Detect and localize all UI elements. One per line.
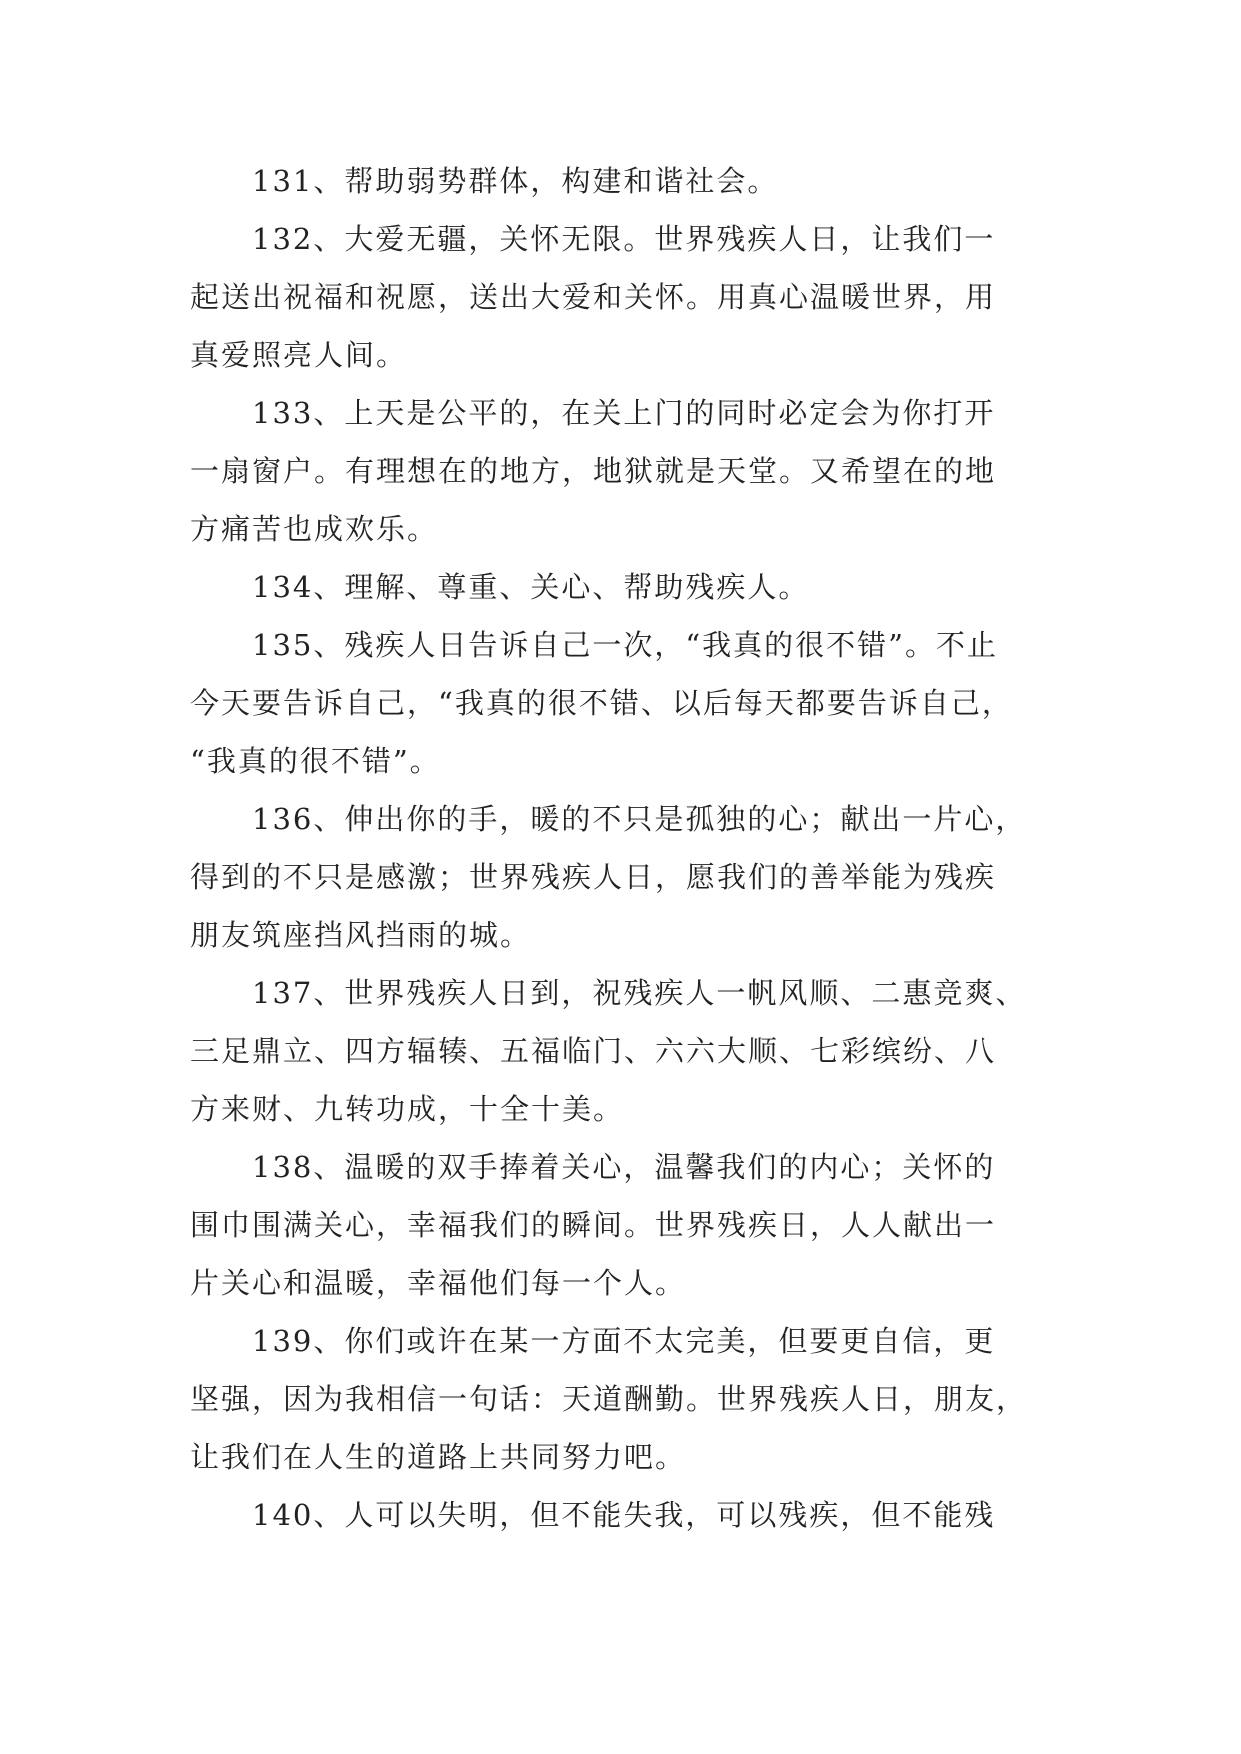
paragraph-line: 方痛苦也成欢乐。 <box>190 512 439 546</box>
paragraph-line: 一扇窗户。有理想在的地方，地狱就是天堂。又希望在的地 <box>190 454 997 488</box>
paragraph-line: “我真的很不错”。 <box>190 744 441 778</box>
paragraph-line: 朋友筑座挡风挡雨的城。 <box>190 918 532 952</box>
paragraph-line: 三足鼎立、四方辐辏、五福临门、六六大顺、七彩缤纷、八 <box>190 1034 997 1068</box>
paragraph-first-line: 131、帮助弱势群体，构建和谐社会。 <box>252 164 779 198</box>
paragraph <box>190 790 1080 964</box>
paragraph-first-line: 135、残疾人日告诉自己一次，“我真的很不错”。不止 <box>252 628 999 662</box>
paragraph <box>190 152 1080 210</box>
paragraph <box>190 616 1080 790</box>
paragraph <box>190 964 1080 1138</box>
paragraph-first-line: 140、人可以失明，但不能失我，可以残疾，但不能残 <box>252 1498 996 1532</box>
paragraph-first-line: 137、世界残疾人日到，祝残疾人一帆风顺、二惠竞爽、 <box>252 976 1027 1010</box>
paragraph <box>190 210 1080 384</box>
paragraph-line: 围巾围满关心，幸福我们的瞬间。世界残疾日，人人献出一 <box>190 1208 997 1242</box>
document-body <box>190 152 1080 1544</box>
paragraph <box>190 1312 1080 1486</box>
paragraph <box>190 558 1080 616</box>
paragraph-line: 今天要告诉自己，“我真的很不错、以后每天都要告诉自己， <box>190 686 1013 720</box>
paragraph-first-line: 133、上天是公平的，在关上门的同时必定会为你打开 <box>252 396 996 430</box>
paragraph-first-line: 132、大爱无疆，关怀无限。世界残疾人日，让我们一 <box>252 222 996 256</box>
paragraph-line: 让我们在人生的道路上共同努力吧。 <box>190 1440 687 1474</box>
paragraph-first-line: 136、伸出你的手，暖的不只是孤独的心；献出一片心， <box>252 802 1027 836</box>
paragraph-first-line: 138、温暖的双手捧着关心，温馨我们的内心；关怀的 <box>252 1150 996 1184</box>
paragraph <box>190 1138 1080 1312</box>
paragraph-first-line: 139、你们或许在某一方面不太完美，但要更自信，更 <box>252 1324 996 1358</box>
paragraph-line: 片关心和温暖，幸福他们每一个人。 <box>190 1266 687 1300</box>
paragraph-line: 坚强，因为我相信一句话：天道酬勤。世界残疾人日，朋友， <box>190 1382 1028 1416</box>
paragraph-line: 起送出祝福和祝愿，送出大爱和关怀。用真心温暖世界，用 <box>190 280 997 314</box>
paragraph <box>190 384 1080 558</box>
paragraph-first-line: 134、理解、尊重、关心、帮助残疾人。 <box>252 570 810 604</box>
paragraph-line: 得到的不只是感激；世界残疾人日，愿我们的善举能为残疾 <box>190 860 997 894</box>
paragraph <box>190 1486 1080 1544</box>
paragraph-line: 真爱照亮人间。 <box>190 338 408 372</box>
paragraph-line: 方来财、九转功成，十全十美。 <box>190 1092 625 1126</box>
